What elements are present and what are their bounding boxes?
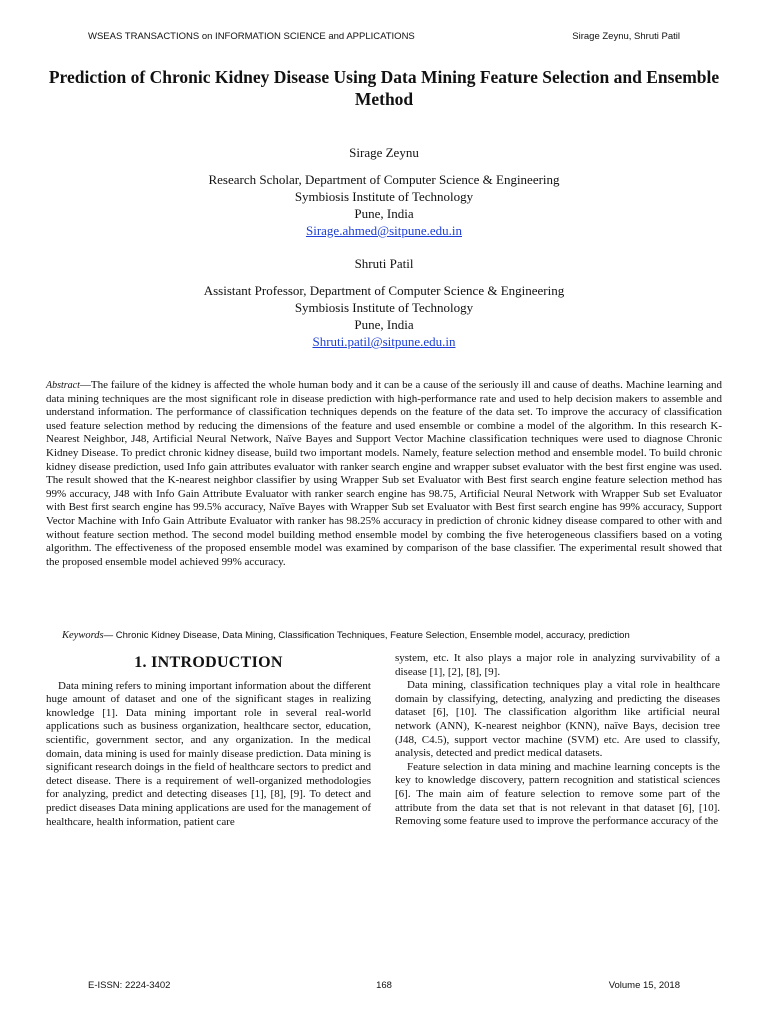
footer-issn: E-ISSN: 2224-3402 <box>88 980 171 991</box>
right-column <box>395 652 720 829</box>
keywords-text: — Chronic Kidney Disease, Data Mining, Classification Techniques, Feature Selection, Ensemble model, accuracy, prediction <box>103 630 630 641</box>
author-institute: Symbiosis Institute of Technology <box>294 189 474 204</box>
header-authors: Sirage Zeynu, Shruti Patil <box>572 31 680 42</box>
author-role: Assistant Professor, Department of Computer Science & Engineering <box>203 283 565 298</box>
journal-name: WSEAS TRANSACTIONS on INFORMATION SCIENCE and APPLICATIONS <box>88 31 415 42</box>
author-1 <box>40 144 728 239</box>
author-location: Pune, India <box>354 317 414 332</box>
author-institute: Symbiosis Institute of Technology <box>294 300 474 315</box>
page-footer <box>88 980 680 994</box>
keywords-label: Keywords <box>62 630 104 641</box>
author-location: Pune, India <box>354 206 414 221</box>
section-heading: 1. INTRODUCTION <box>134 654 283 671</box>
footer-volume: Volume 15, 2018 <box>608 980 680 991</box>
abstract-text: —The failure of the kidney is affected the whole human body and it can be a cause of the seriously ill and cause of deaths. Machine learning and data mining techniques are the most significant role in disease prediction with high-performance rate and used to help decision makers to assemble and understand information. The performance of classification techniques depends on the feature of the data set. To improve the accuracy of classification used feature selection method by reducing the dimensions of the feature and used ensemble or combine a model of the algorithm. In this research K-Nearest Neighbor, J48, Artificial Neural Network, Naïve Bayes and Support Vector Machine classification techniques were used to diagnose Chronic Kidney Disease. To predict chronic kidney disease, build two important models. Namely, feature selection method and ensemble model. To build chronic kidney disease prediction, used Info gain attributes evaluator with ranker search engine and wrapper subset evaluator with the best first engine was used. The result showed that the K-nearest neighbor classifier by using Wrapper Sub set Evaluator with Best first search engine feature selection method has 99% accuracy, J48 with Info Gain Attribute Evaluator with ranker search engine has 98.75, Artificial Neural Network with Wrapper Sub set Evaluator with Best first search engine has 99.5% accuracy, Naïve Bayes with Wrapper Sub set Evaluator with Best first search engine has 99% accuracy, Support Vector Machine with Info Gain Attribute Evaluator with ranker has 98.25% accuracy in prediction of chronic kidney disease compared to other with and without feature section method. The second model building method ensemble model by combing the five heterogeneous classifiers based on a voting algorithm. The effectiveness of the proposed ensemble model was examined by comparison of the base classifier. The experimental result showed that the proposed ensemble model achieved 99% accuracy. <box>46 379 722 568</box>
abstract-label: Abstract <box>46 380 80 391</box>
body-paragraph: Data mining, classification techniques play a vital role in healthcare domain by classifying, detecting, analyzing and predicting the diseases dataset [6], [10]. The classification algorithm like artificial neural network (ANN), K-nearest neighbor (KNN), naïve Bays, decision tree (J48, C4.5), support vector machine (SVM) etc. Are used to classify, analysis, detected and predict medical datasets. <box>395 679 720 760</box>
body-paragraph: system, etc. It also plays a major role in analyzing survivability of a disease [1], [2], [8], [9]. <box>395 652 720 678</box>
author-list <box>40 144 728 366</box>
page-number: 168 <box>376 980 392 991</box>
author-name: Shruti Patil <box>354 256 414 271</box>
keywords <box>62 630 722 641</box>
paper-title: Prediction of Chronic Kidney Disease Using Data Mining Feature Selection and Ensemble Method <box>48 67 720 109</box>
left-column <box>46 652 371 829</box>
author-email-link[interactable]: Shruti.patil@sitpune.edu.in <box>312 334 456 349</box>
author-name: Sirage Zeynu <box>349 145 419 160</box>
body-paragraph: Feature selection in data mining and machine learning concepts is the key to knowledge discovery, pattern recognition and statistical sciences [6]. The main aim of feature selection to remove some part of the attribute from the data set that is not relevant in that dataset [6], [10]. Removing some feature used to improve the performance accuracy of the <box>395 760 720 828</box>
running-header <box>88 31 680 45</box>
abstract <box>46 379 722 569</box>
author-role: Research Scholar, Department of Computer Science & Engineering <box>208 172 560 187</box>
body-paragraph: Data mining refers to mining important information about the different huge amount of dataset and one of the significant stages in realizing knowledge [1]. Data mining important role in several real-world applications such as business organization, healthcare sector, education, scientific, government sector, and any organization. In the medical domain, data mining is used for mainly disease prediction. Data mining is significant research doings in the field of healthcare sectors to predict and detect disease. There is a requirement of well-organized methodologies for analyzing, predict and detecting diseases [1], [8], [9]. To detect and predict diseases Data mining applications are used for the management of healthcare, health information, patient care <box>46 679 371 828</box>
author-2 <box>40 255 728 350</box>
author-email-link[interactable]: Sirage.ahmed@sitpune.edu.in <box>305 223 463 238</box>
